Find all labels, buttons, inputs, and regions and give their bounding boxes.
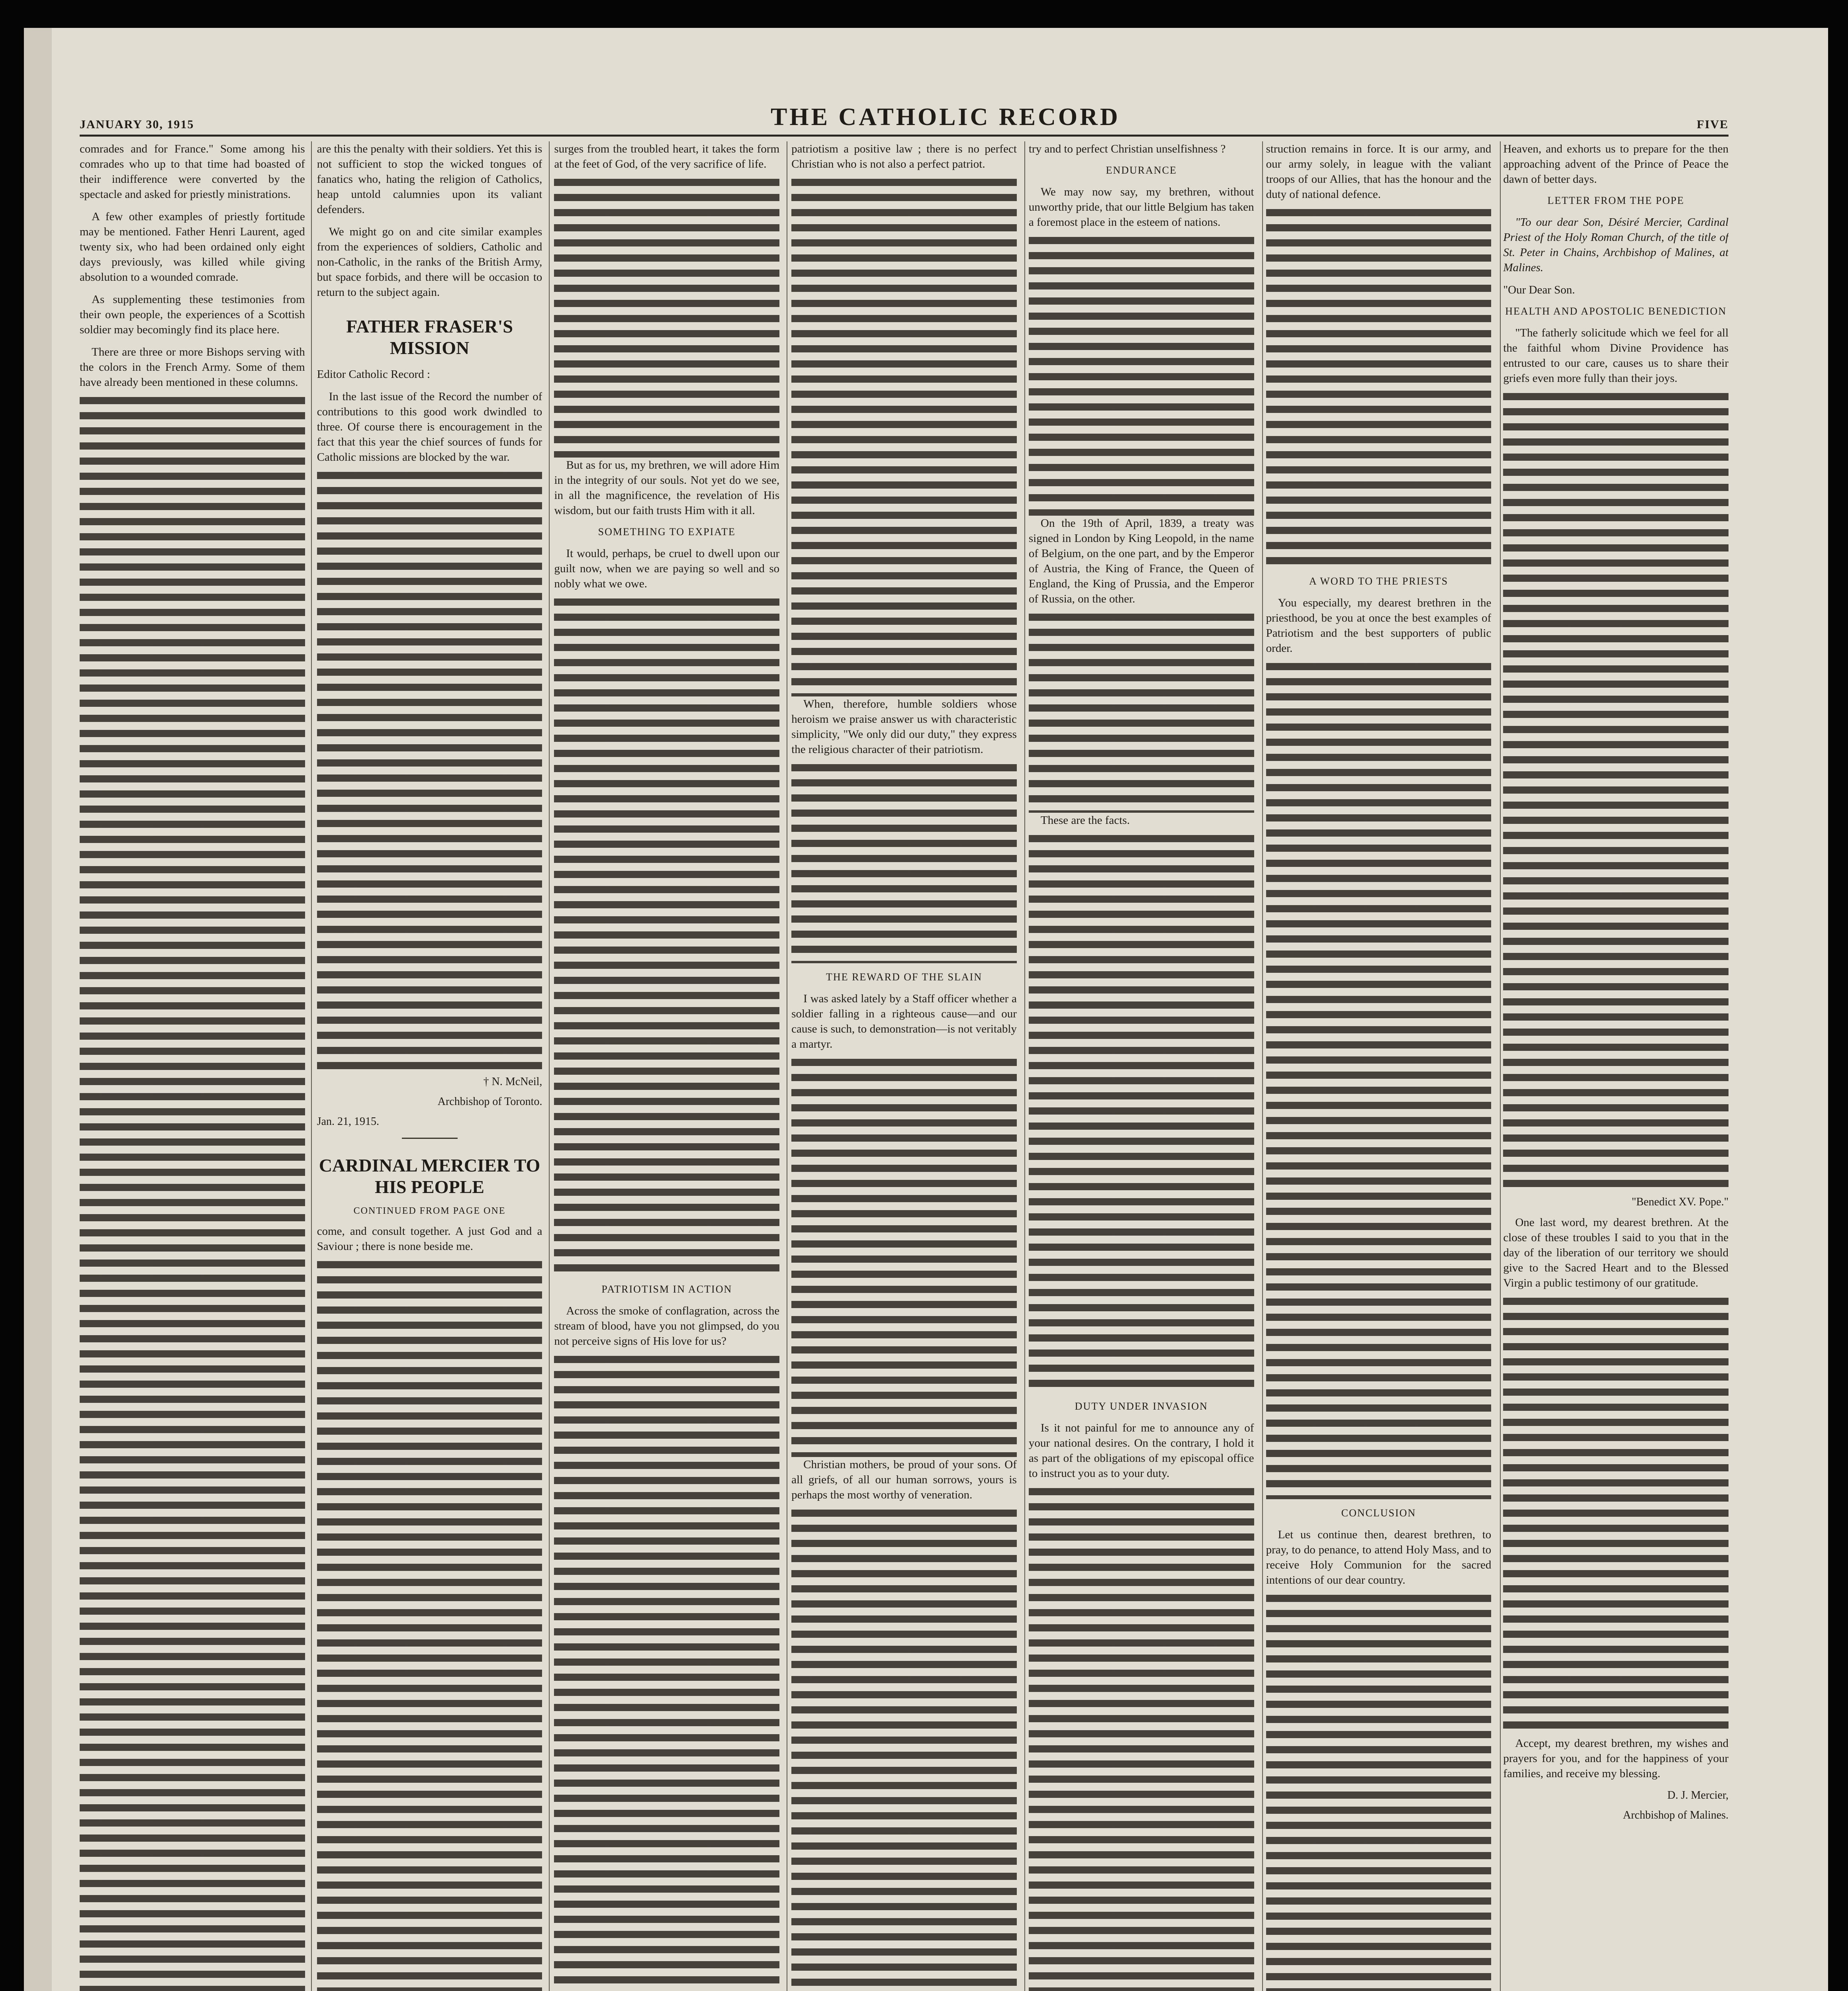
body-text-lines <box>1029 237 1254 516</box>
paragraph: comrades and for France." Some among his comrades who up to that time had boasted of their indifference were converted by the spectacle and asked for priestly ministrations. <box>80 143 305 201</box>
paragraph: Is it not painful for me to announce any of your national desires. On the contrary, I hold it as part of the obligations of my episcopal office to instruct you as to your duty. <box>1028 1422 1254 1480</box>
paragraph: There are three or more Bishops serving with the colors in the French Army. Some of them have already been mentioned in these columns. <box>80 346 305 389</box>
body-text-lines <box>1029 835 1254 1393</box>
body-text-lines <box>791 764 1017 963</box>
paragraph: "The fatherly solicitude which we feel for all the faithful whom Divine Providence has entrusted to our care, causes us to share their griefs even more fully than their joys. <box>1503 327 1729 385</box>
paragraph: On the 19th of April, 1839, a treaty was signed in London by King Leopold, in the name of Belgium, on the one part, and by the Emperor of Austria, the King of France, the Queen of England, the King of Prussia, and the Emperor of Russia, on the other. <box>1028 517 1254 605</box>
paragraph: Christian mothers, be proud of your sons. Of all griefs, of all our human sorrows, yours is perhaps the most worthy of veneration. <box>791 1458 1017 1501</box>
body-text-lines <box>791 179 1017 696</box>
section-subheading: DUTY UNDER INVASION <box>1075 1400 1208 1412</box>
body-text-lines <box>1266 209 1492 567</box>
paragraph: A few other examples of priestly fortitude may be mentioned. Father Henri Laurent, aged twenty six, who had been ordained only eight days previously, was killed while giving absolution to a wounded comrade. <box>80 210 305 284</box>
paragraph: Across the smoke of conflagration, across the stream of blood, have you not glimpsed, do you not perceive signs of His love for us? <box>554 1305 780 1348</box>
paragraph: try and to perfect Christian unselfishness ? <box>1028 143 1226 155</box>
body-text-lines <box>317 1261 542 1991</box>
paragraph: struction remains in force. It is our army, and our army solely, in league with the valiant troops of our Allies, that has the honour and the duty of national defence. <box>1266 143 1492 201</box>
body-text-lines <box>1503 1298 1729 1736</box>
section-subheading: THE REWARD OF THE SLAIN <box>826 971 983 983</box>
article-heading: FATHER FRASER'S MISSION <box>346 316 513 358</box>
body-text-lines <box>317 472 542 1069</box>
paragraph: Heaven, and exhorts us to prepare for the then approaching advent of the Prince of Peace the dawn of better days. <box>1503 143 1729 186</box>
signature-title: Archbishop of Malines. <box>1623 1809 1729 1821</box>
body-text-lines <box>554 598 779 1275</box>
signature-title: Archbishop of Toronto. <box>437 1095 542 1108</box>
column-2 <box>317 141 542 1991</box>
body-text-lines <box>1503 393 1729 1189</box>
column-4 <box>791 141 1017 1991</box>
section-subheading: LETTER FROM THE POPE <box>1547 195 1684 206</box>
page-header <box>80 100 1729 131</box>
signature-date: Jan. 21, 1915. <box>317 1115 380 1128</box>
paragraph: Accept, my dearest brethren, my wishes and prayers for you, and for the happiness of your families, and receive my blessing. <box>1503 1737 1729 1780</box>
column-1 <box>80 141 305 1991</box>
section-subheading: PATRIOTISM IN ACTION <box>601 1283 732 1295</box>
paragraph: I was asked lately by a Staff officer whether a soldier falling in a righteous cause—and our cause is such, to demonstration—is not veritably a martyr. <box>791 992 1017 1050</box>
section-subheading: ENDURANCE <box>1106 164 1177 176</box>
article-columns <box>80 141 1729 1991</box>
signature-name: D. J. Mercier, <box>1667 1789 1729 1801</box>
page-number: FIVE <box>1697 118 1729 131</box>
article-heading: CARDINAL MERCIER TO HIS PEOPLE <box>319 1155 540 1197</box>
continued-note: CONTINUED FROM PAGE ONE <box>353 1206 506 1216</box>
salutation: Editor Catholic Record : <box>317 368 431 381</box>
papal-signature: "Benedict XV. Pope." <box>1631 1196 1729 1208</box>
column-5 <box>1029 141 1254 1991</box>
section-subheading: SOMETHING TO EXPIATE <box>598 526 736 538</box>
signature-name: † N. McNeil, <box>483 1076 542 1088</box>
paragraph: It would, perhaps, be cruel to dwell upon our guilt now, when we are paying so well and so nobly what we owe. <box>554 547 780 590</box>
section-subheading: HEALTH AND APOSTOLIC BENEDICTION <box>1505 305 1727 317</box>
paragraph: We may now say, my brethren, without unworthy pride, that our little Belgium has taken a foremost place in the esteem of nations. <box>1028 186 1254 229</box>
body-text-lines <box>554 179 779 458</box>
paragraph: patriotism a positive law ; there is no perfect Christian who is not also a perfect patriot. <box>791 143 1017 170</box>
body-text-lines <box>1266 1595 1492 1991</box>
masthead: THE CATHOLIC RECORD <box>771 104 1120 131</box>
body-text-lines <box>1266 663 1492 1499</box>
salutation: "Our Dear Son. <box>1503 284 1575 296</box>
paragraph: When, therefore, humble soldiers whose heroism we praise answer us with characteristic simplicity, "We only did our duty," they express the religious character of their patriotism. <box>791 698 1017 756</box>
paragraph: These are the facts. <box>1040 814 1130 827</box>
column-7 <box>1503 141 1729 1991</box>
section-subheading: CONCLUSION <box>1341 1507 1416 1519</box>
paragraph: are this the penalty with their soldiers. Yet this is not sufficient to stop the wicked tongues of fanatics who, hating the religion of Catholics, heap untold calumnies upon its valiant defenders. <box>317 143 542 216</box>
paragraph: "To our dear Son, Désiré Mercier, Cardinal Priest of the Holy Roman Church, of the title of St. Peter in Chains, Archbishop of Malines, at Malines. <box>1503 216 1729 274</box>
paragraph: You especially, my dearest brethren in the priesthood, be you at once the best examples of Patriotism and the best supporters of public order. <box>1266 597 1492 655</box>
paragraph: One last word, my dearest brethren. At the close of these troubles I said to you that in the day of the liberation of our territory we should give to the Sacred Heart and to the Blessed Virgin a public testimony of our gratitude. <box>1503 1216 1729 1289</box>
paragraph: But as for us, my brethren, we will adore Him in the integrity of our souls. Not yet do we see, in all the magnificence, the revelation of His wisdom, but our faith trusts Him with it all. <box>554 459 780 517</box>
header-rule <box>80 135 1729 137</box>
body-text-lines <box>554 1356 779 1991</box>
column-3 <box>554 141 779 1991</box>
column-6 <box>1266 141 1492 1991</box>
issue-date: JANUARY 30, 1915 <box>80 118 194 131</box>
body-text-lines <box>80 397 305 1991</box>
paragraph: Let us continue then, dearest brethren, to pray, to do penance, to attend Holy Mass, and to receive Holy Communion for the sacred intentions of our dear country. <box>1266 1528 1492 1586</box>
left-margin-scan-edge <box>24 28 52 1991</box>
body-text-lines <box>791 1510 1017 1991</box>
paragraph: come, and consult together. A just God and a Saviour ; there is none beside me. <box>317 1225 542 1253</box>
body-text-lines <box>1029 1488 1254 1991</box>
section-subheading: A WORD TO THE PRIESTS <box>1309 575 1449 587</box>
paragraph: In the last issue of the Record the number of contributions to this good work dwindled to three. Of course there is encouragement in the fact that this year the chief sources of funds for Catholic missions are blocked by the war. <box>317 390 542 464</box>
paragraph: We might go on and cite similar examples from the experiences of soldiers, Catholic and non-Catholic, in the ranks of the British Army, but space forbids, and there will be occasion to return to the subject again. <box>317 225 542 299</box>
paragraph: As supplementing these testimonies from their own people, the experiences of a Scottish soldier may becomingly find its place here. <box>80 293 305 336</box>
body-text-lines <box>1029 614 1254 813</box>
paragraph: surges from the troubled heart, it takes the form at the feet of God, of the very sacrifice of life. <box>554 143 780 170</box>
divider <box>402 1138 458 1139</box>
body-text-lines <box>791 1059 1017 1457</box>
